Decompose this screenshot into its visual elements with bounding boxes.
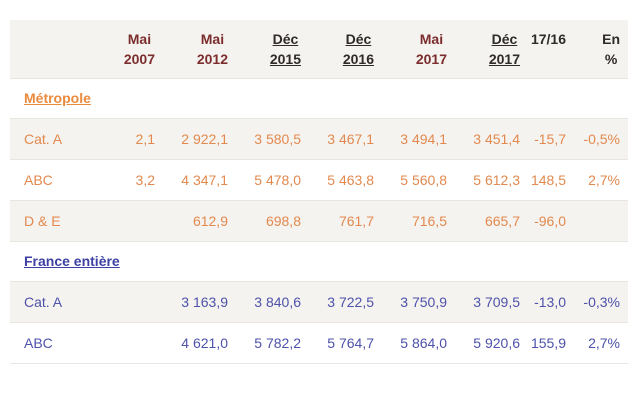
header-label: Mai 2007 <box>123 31 155 67</box>
value-cell: 5 782,2 <box>236 322 309 363</box>
value-cell: 4 621,0 <box>163 322 236 363</box>
value-cell: 5 920,6 <box>455 322 528 363</box>
value-cell: 2,7% <box>574 322 628 363</box>
value-cell: 3 722,5 <box>309 281 382 322</box>
value-cell: 761,7 <box>309 200 382 241</box>
value-cell: 4 347,1 <box>163 159 236 200</box>
value-cell: 155,9 <box>528 322 574 363</box>
section-row-france-entiere <box>10 241 628 281</box>
row-label: Cat. A <box>10 281 90 322</box>
header-cell-d-c-2017[interactable] <box>455 20 528 78</box>
value-cell: 148,5 <box>528 159 574 200</box>
value-cell: 3 467,1 <box>309 118 382 159</box>
section-link-metropole[interactable]: Métropole <box>24 90 91 106</box>
header-label-line2: 2015 <box>269 51 301 67</box>
header-label-line2: 2012 <box>196 51 228 67</box>
row-label: ABC <box>10 159 90 200</box>
header-label: Déc 2016 <box>342 31 374 67</box>
section-row-metropole <box>10 78 628 118</box>
section-cell <box>10 241 628 281</box>
section-cell <box>10 78 628 118</box>
header-label: Déc 2015 <box>269 31 301 67</box>
value-cell: 2,1 <box>90 118 163 159</box>
header-cell-mai-2017[interactable] <box>382 20 455 78</box>
header-label: Mai 2012 <box>196 31 228 67</box>
value-cell: 3 750,9 <box>382 281 455 322</box>
header-label: Mai 2017 <box>415 31 447 67</box>
header-label-line2: 2017 <box>415 51 447 67</box>
value-cell: 2,7% <box>574 159 628 200</box>
header-label: 17/16 <box>530 31 566 47</box>
value-cell: 3 451,4 <box>455 118 528 159</box>
header-cell-d-c-2015[interactable] <box>236 20 309 78</box>
header-label-line2: 2007 <box>123 51 155 67</box>
header-label: Déc 2017 <box>488 31 520 67</box>
value-cell <box>90 281 163 322</box>
value-cell: 3 494,1 <box>382 118 455 159</box>
table-row-france-entiere-abc <box>10 322 628 363</box>
value-cell: 5 764,7 <box>309 322 382 363</box>
row-label: D & E <box>10 200 90 241</box>
header-cell-mai-2012[interactable] <box>163 20 236 78</box>
statistics-table <box>10 20 628 364</box>
header-label: En % <box>602 31 620 67</box>
value-cell: 665,7 <box>455 200 528 241</box>
value-cell: 5 612,3 <box>455 159 528 200</box>
value-cell: 3 163,9 <box>163 281 236 322</box>
row-label: Cat. A <box>10 118 90 159</box>
header-cell-empty <box>10 20 90 78</box>
value-cell <box>574 200 628 241</box>
value-cell: 5 463,8 <box>309 159 382 200</box>
table-row-metropole-d-e <box>10 200 628 241</box>
value-cell: 716,5 <box>382 200 455 241</box>
header-cell-d-c-2016[interactable] <box>309 20 382 78</box>
value-cell <box>90 322 163 363</box>
header-cell-mai-2007[interactable] <box>90 20 163 78</box>
value-cell: -0,5% <box>574 118 628 159</box>
value-cell: -13,0 <box>528 281 574 322</box>
header-label-line2: 2016 <box>342 51 374 67</box>
value-cell: 5 478,0 <box>236 159 309 200</box>
value-cell: -15,7 <box>528 118 574 159</box>
table-row-metropole-abc <box>10 159 628 200</box>
value-cell: 698,8 <box>236 200 309 241</box>
table-header-row <box>10 20 628 78</box>
header-cell-en <box>574 20 628 78</box>
section-link-france-entiere[interactable]: France entière <box>24 253 120 269</box>
value-cell: 3 840,6 <box>236 281 309 322</box>
table-row-france-entiere-cat-a <box>10 281 628 322</box>
statistics-table-wrap <box>10 20 628 364</box>
value-cell: -0,3% <box>574 281 628 322</box>
value-cell: 3 580,5 <box>236 118 309 159</box>
table-row-metropole-cat-a <box>10 118 628 159</box>
value-cell: 3,2 <box>90 159 163 200</box>
value-cell: 5 560,8 <box>382 159 455 200</box>
value-cell: 612,9 <box>163 200 236 241</box>
value-cell: 5 864,0 <box>382 322 455 363</box>
value-cell <box>90 200 163 241</box>
value-cell: 3 709,5 <box>455 281 528 322</box>
row-label: ABC <box>10 322 90 363</box>
value-cell: 2 922,1 <box>163 118 236 159</box>
value-cell: -96,0 <box>528 200 574 241</box>
header-cell-17-16 <box>528 20 574 78</box>
header-label-line2: 2017 <box>488 51 520 67</box>
header-label-line2: % <box>604 51 618 67</box>
